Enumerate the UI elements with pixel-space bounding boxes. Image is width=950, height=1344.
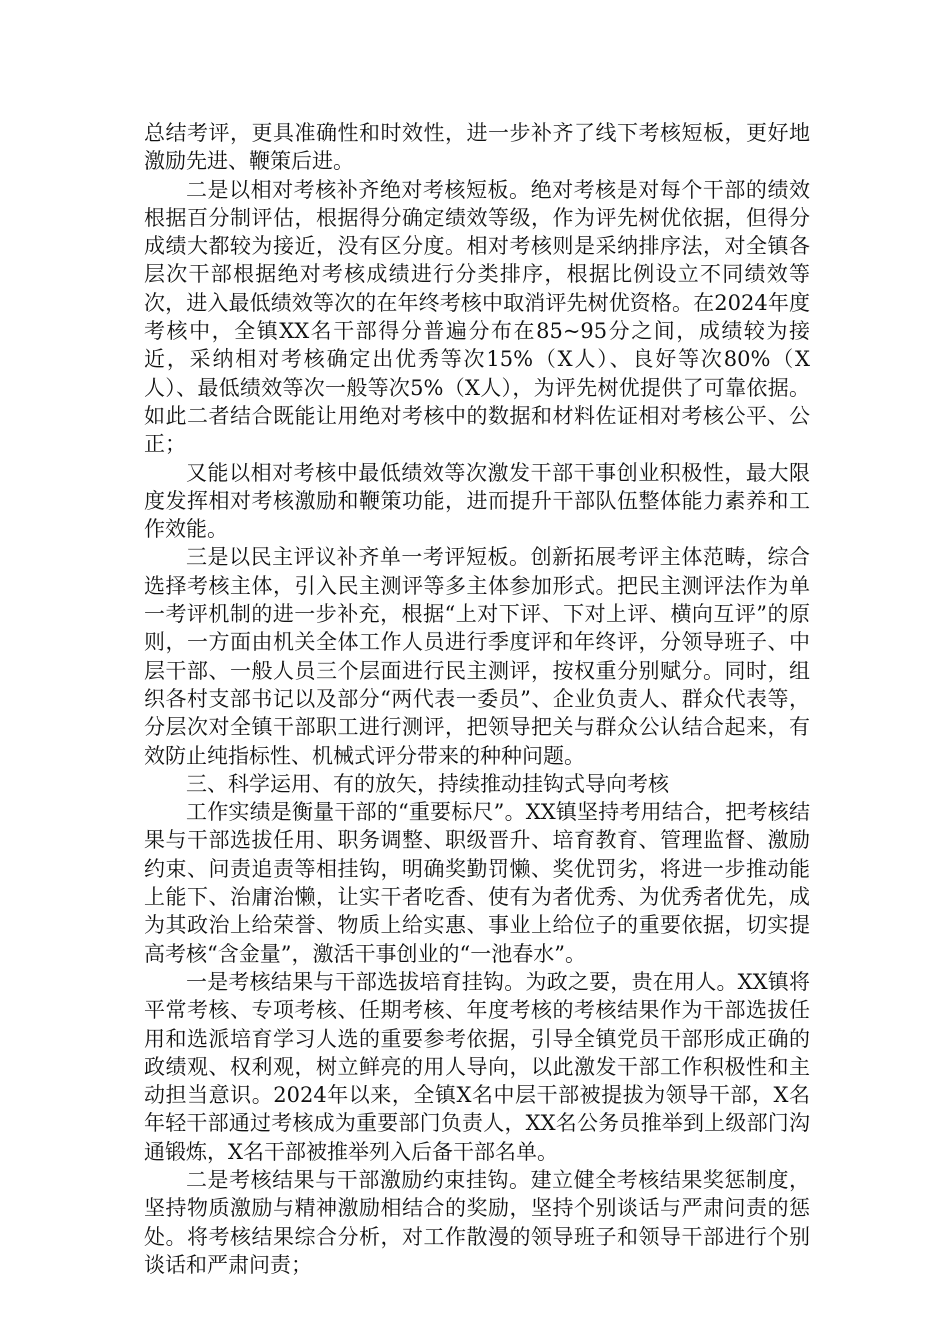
- paragraph-continuation: 总结考评，更具准确性和时效性，进一步补齐了线下考核短板，更好地激励先进、鞭策后进。: [144, 121, 810, 174]
- paragraph-work-performance: 工作实绩是衡量干部的“重要标尺”。XX镇坚持考用结合，把考核结果与干部选拔任用、职务调整、职级晋升、培育教育、管理监督、激励约束、问责追责等相挂钩，明确奖勤罚懒、奖优罚劣，将进一步推动能上能下、治庸治懒，让实干者吃香、使有为者优秀、为优秀者优先，成为其政治上给荣誉、物质上给实惠、事业上给位子的重要依据，切实提高考核“含金量”，激活干事创业的“一池春水”。: [144, 800, 810, 966]
- paragraph-incentive-constraint: 二是考核结果与干部激励约束挂钩。建立健全考核结果奖惩制度，坚持物质激励与精神激励相结合的奖励，坚持个别谈话与严肃问责的惩处。将考核结果综合分析，对工作散漫的领导班子和领导干部进行个别谈话和严肃问责；: [144, 1167, 810, 1277]
- paragraph-democratic-review: 三是以民主评议补齐单一考评短板。创新拓展考评主体范畴，综合选择考核主体，引入民主测评等多主体参加形式。把民主测评法作为单一考评机制的进一步补充，根据“上对下评、下对上评、横向互评”的原则，一方面由机关全体工作人员进行季度评和年终评，分领导班子、中层干部、一般人员三个层面进行民主测评，按权重分别赋分。同时，组织各村支部书记以及部分“两代表一委员”、企业负责人、群众代表等，分层次对全镇干部职工进行测评，把领导把关与群众公认结合起来，有效防止纯指标性、机械式评分带来的种种问题。: [144, 545, 810, 768]
- paragraph-relative-assessment-cont: 又能以相对考核中最低绩效等次激发干部干事创业积极性，最大限度发挥相对考核激励和鞭策功能，进而提升干部队伍整体能力素养和工作效能。: [144, 460, 810, 542]
- section-heading-three: 三、科学运用、有的放矢，持续推动挂钩式导向考核: [186, 771, 669, 796]
- paragraph-relative-assessment: 二是以相对考核补齐绝对考核短板。绝对考核是对每个干部的绩效根据百分制评估，根据得分确定绩效等级，作为评先树优依据，但得分成绩大都较为接近，没有区分度。相对考核则是采纳排序法，对全镇各层次干部根据绝对考核成绩进行分类排序，根据比例设立不同绩效等次，进入最低绩效等次的在年终考核中取消评先树优资格。在2024年度考核中，全镇XX名干部得分普遍分布在85~95分之间，成绩较为接近，采纳相对考核确定出优秀等次15%（X人）、良好等次80%（X人）、最低绩效等次一般等次5%（X人），为评先树优提供了可靠依据。如此二者结合既能让用绝对考核中的数据和材料佐证相对考核公平、公正；: [144, 177, 810, 457]
- paragraph-selection-training: 一是考核结果与干部选拔培育挂钩。为政之要，贵在用人。XX镇将平常考核、专项考核、任期考核、年度考核的考核结果作为干部选拔任用和选派培育学习人选的重要参考依据，引导全镇党员干部形成正确的政绩观、权利观，树立鲜亮的用人导向，以此激发干部工作积极性和主动担当意识。2024年以来，全镇X名中层干部被提拔为领导干部，X名年轻干部通过考核成为重要部门负责人，XX名公务员推举到上级部门沟通锻炼，X名干部被推举列入后备干部名单。: [144, 969, 810, 1164]
- document-body: [144, 119, 810, 1279]
